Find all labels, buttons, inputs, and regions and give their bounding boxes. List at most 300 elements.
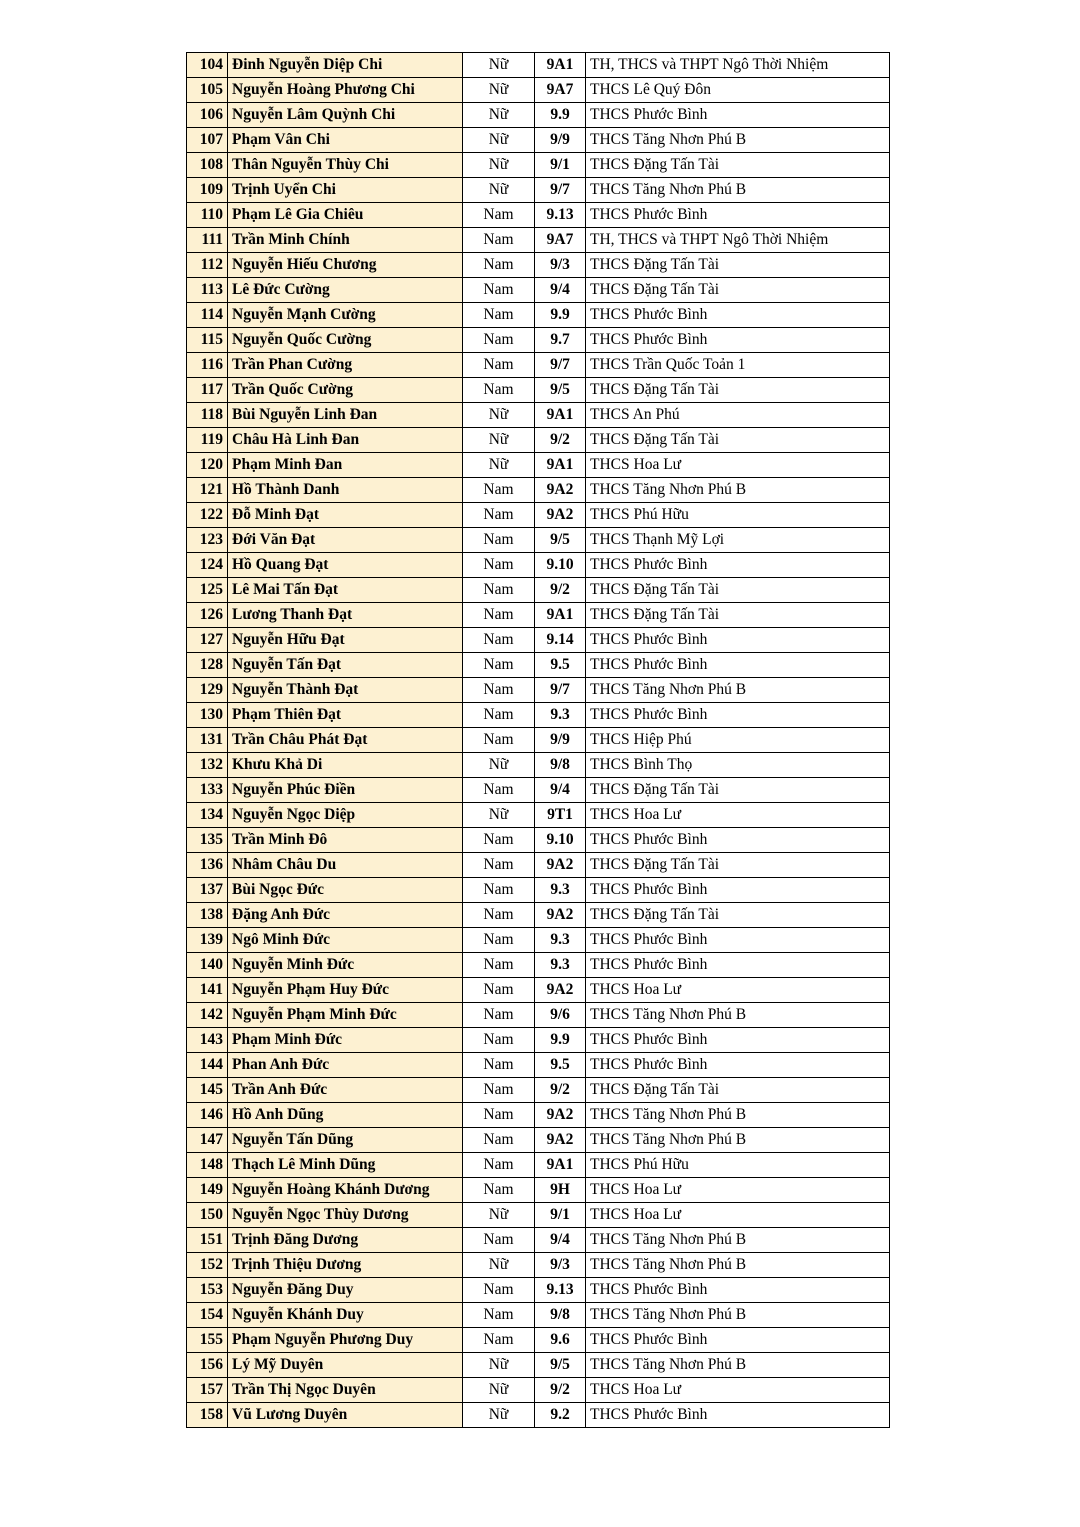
table-row [187,753,890,778]
student-name: Trần Minh Đô [228,828,463,853]
table-row [187,1203,890,1228]
student-name: Trần Minh Chính [228,228,463,253]
class-code: 9A7 [535,78,586,103]
student-name: Phạm Minh Đức [228,1028,463,1053]
school-name: THCS Phước Bình [586,1403,890,1428]
school-name: THCS Hiệp Phú [586,728,890,753]
row-number: 142 [187,1003,228,1028]
table-row [187,678,890,703]
class-code: 9/7 [535,353,586,378]
table-row [187,453,890,478]
gender: Nam [463,378,535,403]
gender: Nam [463,1103,535,1128]
row-number: 140 [187,953,228,978]
school-name: THCS Tăng Nhơn Phú B [586,1128,890,1153]
student-name: Nguyễn Hoàng Khánh Dương [228,1178,463,1203]
student-name: Phạm Nguyễn Phương Duy [228,1328,463,1353]
student-name: Bùi Ngọc Đức [228,878,463,903]
school-name: THCS Phước Bình [586,703,890,728]
table-row [187,1078,890,1103]
row-number: 134 [187,803,228,828]
gender: Nam [463,253,535,278]
school-name: THCS Tăng Nhơn Phú B [586,478,890,503]
table-row [187,328,890,353]
gender: Nữ [463,128,535,153]
table-row [187,1303,890,1328]
class-code: 9.3 [535,703,586,728]
row-number: 109 [187,178,228,203]
class-code: 9A2 [535,903,586,928]
gender: Nam [463,1303,535,1328]
gender: Nam [463,728,535,753]
class-code: 9.14 [535,628,586,653]
student-name: Khưu Khả Di [228,753,463,778]
gender: Nam [463,1153,535,1178]
table-row [187,303,890,328]
school-name: THCS Đặng Tấn Tài [586,603,890,628]
gender: Nam [463,278,535,303]
student-name: Trịnh Uyển Chi [228,178,463,203]
row-number: 116 [187,353,228,378]
gender: Nam [463,978,535,1003]
school-name: THCS Phước Bình [586,878,890,903]
gender: Nữ [463,753,535,778]
class-code: 9.2 [535,1403,586,1428]
row-number: 107 [187,128,228,153]
gender: Nữ [463,1203,535,1228]
school-name: THCS Đặng Tấn Tài [586,778,890,803]
student-name: Hồ Quang Đạt [228,553,463,578]
table-row [187,53,890,78]
gender: Nam [463,778,535,803]
table-row [187,428,890,453]
class-code: 9A1 [535,453,586,478]
gender: Nữ [463,178,535,203]
gender: Nam [463,1053,535,1078]
table-row [187,378,890,403]
class-code: 9.3 [535,878,586,903]
table-row [187,1353,890,1378]
table-row [187,628,890,653]
row-number: 145 [187,1078,228,1103]
gender: Nam [463,953,535,978]
row-number: 106 [187,103,228,128]
school-name: THCS Phước Bình [586,203,890,228]
gender: Nam [463,328,535,353]
class-code: 9.5 [535,1053,586,1078]
gender: Nam [463,628,535,653]
student-name: Bùi Nguyễn Linh Đan [228,403,463,428]
student-name: Ngô Minh Đức [228,928,463,953]
school-name: THCS Hoa Lư [586,1203,890,1228]
school-name: THCS Hoa Lư [586,1378,890,1403]
school-name: THCS Bình Thọ [586,753,890,778]
student-name: Đặng Anh Đức [228,903,463,928]
student-name: Lê Đức Cường [228,278,463,303]
student-name: Nguyễn Ngọc Diệp [228,803,463,828]
gender: Nam [463,928,535,953]
class-code: 9.9 [535,1028,586,1053]
row-number: 157 [187,1378,228,1403]
school-name: THCS Hoa Lư [586,978,890,1003]
row-number: 150 [187,1203,228,1228]
table-row [187,278,890,303]
class-code: 9.9 [535,103,586,128]
class-code: 9A7 [535,228,586,253]
row-number: 156 [187,1353,228,1378]
gender: Nữ [463,428,535,453]
row-number: 108 [187,153,228,178]
school-name: THCS Đặng Tấn Tài [586,853,890,878]
school-name: THCS Tăng Nhơn Phú B [586,178,890,203]
roster-body [187,53,890,1428]
gender: Nam [463,578,535,603]
table-row [187,953,890,978]
row-number: 133 [187,778,228,803]
student-name: Vũ Lương Duyên [228,1403,463,1428]
gender: Nữ [463,453,535,478]
class-code: 9.7 [535,328,586,353]
class-code: 9/3 [535,253,586,278]
class-code: 9.6 [535,1328,586,1353]
row-number: 149 [187,1178,228,1203]
gender: Nam [463,553,535,578]
student-name: Lý Mỹ Duyên [228,1353,463,1378]
student-roster-table [186,52,890,1428]
student-name: Phạm Minh Đan [228,453,463,478]
row-number: 124 [187,553,228,578]
school-name: THCS Phước Bình [586,1328,890,1353]
student-name: Trịnh Thiệu Dương [228,1253,463,1278]
table-row [187,978,890,1003]
table-row [187,503,890,528]
student-name: Phan Anh Đức [228,1053,463,1078]
class-code: 9/5 [535,528,586,553]
student-name: Đinh Nguyễn Diệp Chi [228,53,463,78]
school-name: THCS Hoa Lư [586,803,890,828]
row-number: 110 [187,203,228,228]
gender: Nữ [463,803,535,828]
gender: Nam [463,1028,535,1053]
student-name: Trần Châu Phát Đạt [228,728,463,753]
class-code: 9/5 [535,1353,586,1378]
school-name: TH, THCS và THPT Ngô Thời Nhiệm [586,53,890,78]
school-name: THCS Hoa Lư [586,1178,890,1203]
class-code: 9/2 [535,1078,586,1103]
school-name: THCS Phước Bình [586,653,890,678]
row-number: 155 [187,1328,228,1353]
class-code: 9.10 [535,553,586,578]
table-row [187,653,890,678]
student-name: Trần Thị Ngọc Duyên [228,1378,463,1403]
student-name: Nguyễn Ngọc Thùy Dương [228,1203,463,1228]
class-code: 9/1 [535,153,586,178]
student-name: Nguyễn Khánh Duy [228,1303,463,1328]
student-name: Thạch Lê Minh Dũng [228,1153,463,1178]
class-code: 9.10 [535,828,586,853]
student-name: Nguyễn Đăng Duy [228,1278,463,1303]
class-code: 9.3 [535,953,586,978]
table-row [187,353,890,378]
table-row [187,853,890,878]
class-code: 9/2 [535,428,586,453]
table-row [187,1403,890,1428]
student-name: Nguyễn Tấn Dũng [228,1128,463,1153]
class-code: 9H [535,1178,586,1203]
gender: Nam [463,353,535,378]
row-number: 117 [187,378,228,403]
school-name: THCS Thạnh Mỹ Lợi [586,528,890,553]
school-name: THCS Đặng Tấn Tài [586,278,890,303]
row-number: 129 [187,678,228,703]
class-code: 9/7 [535,178,586,203]
student-name: Nguyễn Hoàng Phương Chi [228,78,463,103]
gender: Nam [463,503,535,528]
gender: Nam [463,1278,535,1303]
school-name: THCS Phước Bình [586,303,890,328]
table-row [187,1278,890,1303]
gender: Nam [463,678,535,703]
gender: Nam [463,1003,535,1028]
table-row [187,553,890,578]
gender: Nam [463,703,535,728]
table-row [187,578,890,603]
row-number: 114 [187,303,228,328]
row-number: 123 [187,528,228,553]
student-name: Trần Phan Cường [228,353,463,378]
gender: Nam [463,1228,535,1253]
table-row [187,778,890,803]
gender: Nam [463,653,535,678]
row-number: 113 [187,278,228,303]
table-row [187,253,890,278]
class-code: 9A2 [535,1128,586,1153]
student-name: Nguyễn Quốc Cường [228,328,463,353]
row-number: 119 [187,428,228,453]
class-code: 9/1 [535,1203,586,1228]
table-row [187,1328,890,1353]
school-name: THCS Phước Bình [586,553,890,578]
class-code: 9A2 [535,1103,586,1128]
gender: Nam [463,878,535,903]
class-code: 9/2 [535,578,586,603]
school-name: THCS Đặng Tấn Tài [586,253,890,278]
class-code: 9.13 [535,203,586,228]
row-number: 130 [187,703,228,728]
class-code: 9/5 [535,378,586,403]
table-row [187,1128,890,1153]
gender: Nữ [463,1353,535,1378]
table-row [187,1253,890,1278]
gender: Nữ [463,53,535,78]
class-code: 9/9 [535,728,586,753]
row-number: 136 [187,853,228,878]
student-name: Hồ Thành Danh [228,478,463,503]
gender: Nữ [463,1378,535,1403]
table-row [187,1053,890,1078]
gender: Nam [463,1128,535,1153]
class-code: 9/4 [535,1228,586,1253]
school-name: THCS Phước Bình [586,828,890,853]
class-code: 9/8 [535,753,586,778]
student-name: Trần Quốc Cường [228,378,463,403]
school-name: THCS Phước Bình [586,953,890,978]
table-row [187,1003,890,1028]
gender: Nam [463,203,535,228]
school-name: THCS Tăng Nhơn Phú B [586,678,890,703]
school-name: THCS Đặng Tấn Tài [586,903,890,928]
school-name: THCS Phước Bình [586,103,890,128]
row-number: 138 [187,903,228,928]
class-code: 9A2 [535,478,586,503]
gender: Nam [463,1328,535,1353]
school-name: THCS Phước Bình [586,1278,890,1303]
gender: Nam [463,903,535,928]
school-name: THCS Hoa Lư [586,453,890,478]
class-code: 9A2 [535,853,586,878]
gender: Nữ [463,103,535,128]
school-name: THCS Phước Bình [586,928,890,953]
school-name: THCS Phước Bình [586,328,890,353]
class-code: 9.5 [535,653,586,678]
gender: Nam [463,528,535,553]
student-name: Lê Mai Tấn Đạt [228,578,463,603]
class-code: 9A1 [535,53,586,78]
student-name: Nguyễn Hiếu Chương [228,253,463,278]
row-number: 158 [187,1403,228,1428]
table-row [187,603,890,628]
student-name: Thân Nguyễn Thùy Chi [228,153,463,178]
row-number: 112 [187,253,228,278]
table-row [187,178,890,203]
class-code: 9.9 [535,303,586,328]
table-row [187,478,890,503]
school-name: THCS An Phú [586,403,890,428]
student-name: Nguyễn Phạm Huy Đức [228,978,463,1003]
table-row [187,903,890,928]
table-row [187,203,890,228]
row-number: 151 [187,1228,228,1253]
row-number: 146 [187,1103,228,1128]
row-number: 132 [187,753,228,778]
row-number: 125 [187,578,228,603]
class-code: 9A2 [535,978,586,1003]
row-number: 105 [187,78,228,103]
class-code: 9/8 [535,1303,586,1328]
row-number: 127 [187,628,228,653]
gender: Nữ [463,403,535,428]
class-code: 9/4 [535,778,586,803]
row-number: 153 [187,1278,228,1303]
table-row [187,828,890,853]
gender: Nam [463,853,535,878]
class-code: 9.13 [535,1278,586,1303]
student-name: Phạm Thiên Đạt [228,703,463,728]
school-name: THCS Tăng Nhơn Phú B [586,1253,890,1278]
row-number: 139 [187,928,228,953]
school-name: THCS Tăng Nhơn Phú B [586,1353,890,1378]
table-row [187,928,890,953]
school-name: THCS Phước Bình [586,628,890,653]
gender: Nam [463,1178,535,1203]
row-number: 121 [187,478,228,503]
student-name: Nguyễn Phạm Minh Đức [228,1003,463,1028]
school-name: THCS Phú Hữu [586,1153,890,1178]
school-name: THCS Trần Quốc Toản 1 [586,353,890,378]
gender: Nam [463,303,535,328]
row-number: 115 [187,328,228,353]
student-name: Lương Thanh Đạt [228,603,463,628]
row-number: 144 [187,1053,228,1078]
student-name: Nguyễn Tấn Đạt [228,653,463,678]
school-name: TH, THCS và THPT Ngô Thời Nhiệm [586,228,890,253]
student-name: Nguyễn Lâm Quỳnh Chi [228,103,463,128]
class-code: 9/9 [535,128,586,153]
class-code: 9A1 [535,1153,586,1178]
gender: Nam [463,603,535,628]
row-number: 128 [187,653,228,678]
row-number: 104 [187,53,228,78]
table-row [187,78,890,103]
class-code: 9A1 [535,603,586,628]
row-number: 152 [187,1253,228,1278]
gender: Nữ [463,153,535,178]
student-name: Nguyễn Phúc Điền [228,778,463,803]
student-name: Nguyễn Hữu Đạt [228,628,463,653]
class-code: 9T1 [535,803,586,828]
row-number: 111 [187,228,228,253]
row-number: 148 [187,1153,228,1178]
school-name: THCS Tăng Nhơn Phú B [586,1103,890,1128]
table-row [187,153,890,178]
class-code: 9A1 [535,403,586,428]
table-row [187,403,890,428]
gender: Nữ [463,1403,535,1428]
row-number: 154 [187,1303,228,1328]
table-row [187,878,890,903]
gender: Nam [463,828,535,853]
school-name: THCS Đặng Tấn Tài [586,428,890,453]
gender: Nam [463,228,535,253]
class-code: 9/3 [535,1253,586,1278]
table-row [187,1028,890,1053]
table-row [187,1153,890,1178]
school-name: THCS Tăng Nhơn Phú B [586,1228,890,1253]
table-row [187,1103,890,1128]
gender: Nữ [463,1253,535,1278]
table-row [187,528,890,553]
class-code: 9.3 [535,928,586,953]
class-code: 9/6 [535,1003,586,1028]
school-name: THCS Phú Hữu [586,503,890,528]
class-code: 9/2 [535,1378,586,1403]
row-number: 141 [187,978,228,1003]
student-name: Đỗ Minh Đạt [228,503,463,528]
school-name: THCS Lê Quý Đôn [586,78,890,103]
student-name: Hồ Anh Dũng [228,1103,463,1128]
school-name: THCS Đặng Tấn Tài [586,378,890,403]
student-name: Nguyễn Minh Đức [228,953,463,978]
table-row [187,228,890,253]
row-number: 143 [187,1028,228,1053]
school-name: THCS Đặng Tấn Tài [586,578,890,603]
student-name: Nhâm Châu Du [228,853,463,878]
row-number: 126 [187,603,228,628]
table-row [187,703,890,728]
table-row [187,103,890,128]
student-name: Trần Anh Đức [228,1078,463,1103]
student-name: Phạm Vân Chi [228,128,463,153]
